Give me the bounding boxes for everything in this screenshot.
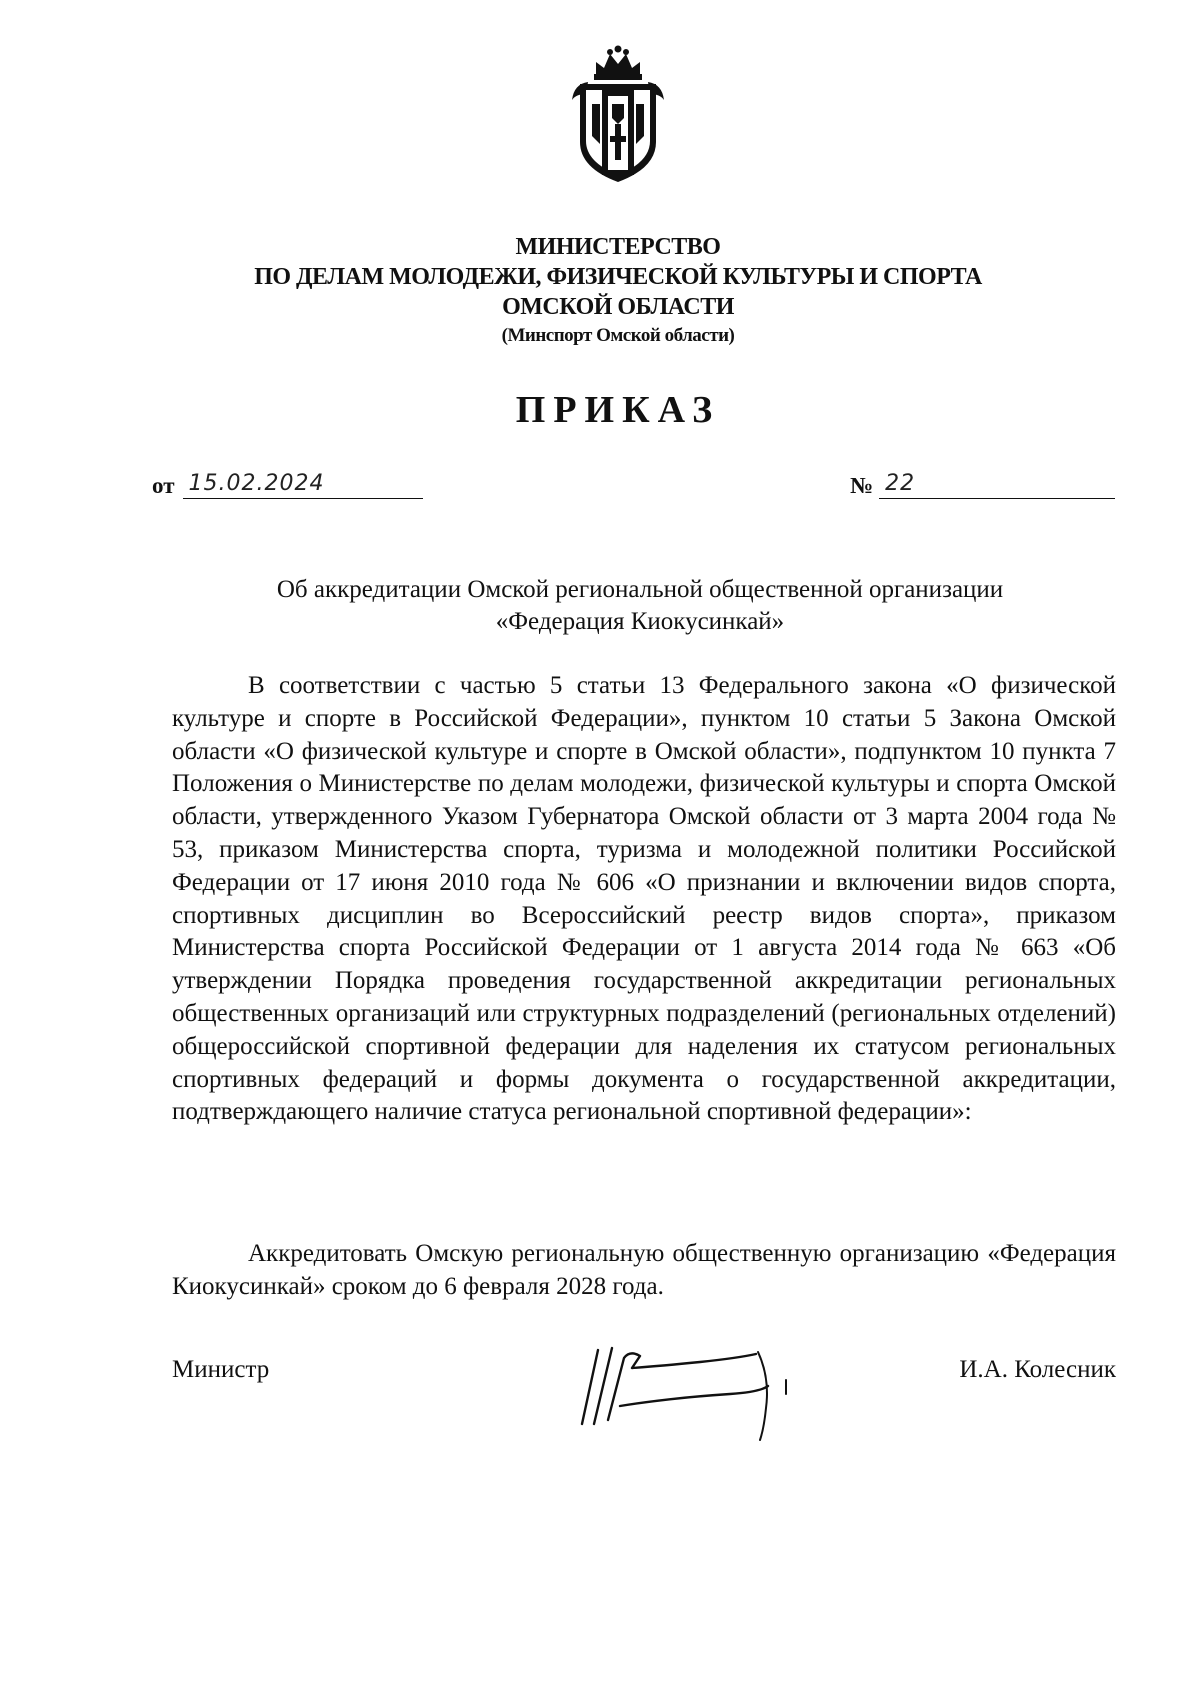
ministry-abbreviation: (Минспорт Омской области) xyxy=(501,325,735,346)
ministry-name-line3: ОМСКОЙ ОБЛАСТИ xyxy=(502,294,734,320)
number-value: 22 xyxy=(885,471,916,496)
coat-of-arms-icon xyxy=(566,44,670,186)
title-line2: «Федерация Киокусинкай» xyxy=(495,608,785,635)
document-number-field xyxy=(850,468,1115,499)
signature-block xyxy=(172,1356,1116,1476)
title-line1: Об аккредитации Омской региональной общественной организации xyxy=(276,576,1004,603)
ministry-name-line1: МИНИСТЕРСТВО xyxy=(515,234,721,260)
preamble-paragraph xyxy=(172,670,1116,1129)
ministry-header xyxy=(0,232,1200,350)
document-date-field xyxy=(152,468,423,499)
date-prefix: от xyxy=(152,473,175,498)
number-prefix: № xyxy=(850,473,874,498)
handwritten-signature-icon xyxy=(560,1328,810,1448)
signer-name: И.А. Колесник xyxy=(959,1356,1116,1383)
signer-position: Министр xyxy=(172,1356,270,1383)
date-value: 15.02.2024 xyxy=(188,471,325,496)
document-title xyxy=(170,574,1110,638)
order-text: Аккредитовать Омскую региональную общественную организацию «Федерация Киокусинкай» сроком до 6 февраля 2028 года. xyxy=(172,1240,1116,1300)
number-blank-line xyxy=(879,468,1115,499)
order-paragraph xyxy=(172,1238,1116,1304)
preamble-text: В соответствии с частью 5 статьи 13 Федерального закона «О физической культуре и спорте в Российской Федерации», пунктом 10 статьи 5 Закона Омской области «О физической культуре и спорте в Омской области», подпунктом 10 пункта 7 Положения о Министерстве по делам молодежи, физической культуры и спорта Омской области, утвержденного Указом Губернатора Омской области от 3 марта 2004 года № 53, приказом Министерства спорта, туризма и молодежной политики Российской Федерации от 17 июня 2010 года № 606 «О признании и включении видов спорта, спортивных дисциплин во Всероссийский реестр видов спорта», приказом Министерства спорта Российской Федерации от 1 августа 2014 года № 663 «Об утверждении Порядка проведения государственной аккредитации региональных общественных организаций или структурных подразделений (региональных отделений) общероссийской спортивной федерации для наделения их статусом региональных спортивных федераций и формы документа о государственной аккредитации, подтверждающего наличие статуса региональной спортивной федерации»: xyxy=(172,672,1116,1126)
date-blank-line xyxy=(183,468,423,499)
ministry-name-line2: ПО ДЕЛАМ МОЛОДЕЖИ, ФИЗИЧЕСКОЙ КУЛЬТУРЫ И СПОРТА xyxy=(254,264,982,290)
document-type: ПРИКАЗ xyxy=(515,389,721,431)
